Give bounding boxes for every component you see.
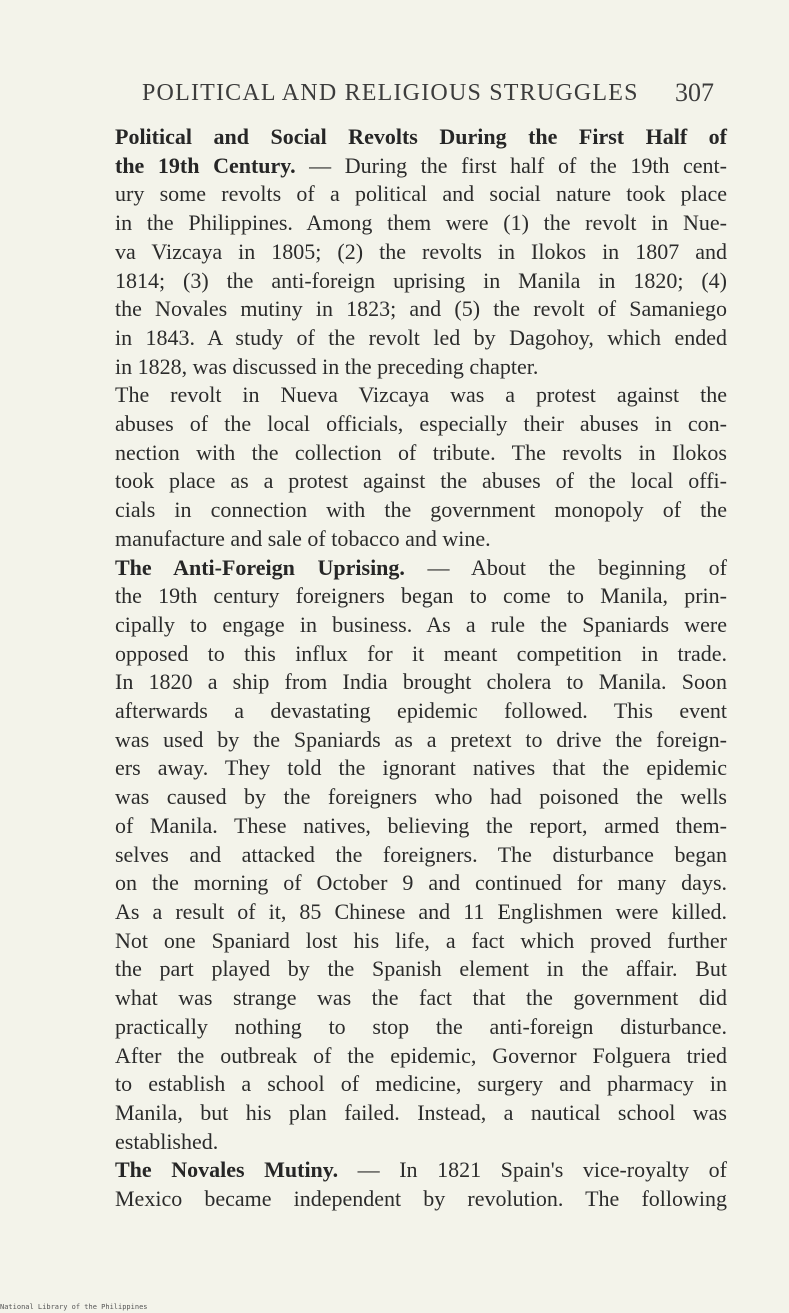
text-line: was caused by the foreigners who had poisoned the wells [115, 784, 727, 810]
text-line: what was strange was the fact that the government did [115, 985, 727, 1011]
text-line: The Novales Mutiny. — In 1821 Spain's vice-royalty of [115, 1157, 727, 1183]
text-line: afterwards a devastating epidemic followed. This event [115, 698, 727, 724]
text-line: Not one Spaniard lost his life, a fact which proved further [115, 927, 727, 953]
section-heading: The Anti-Foreign Uprising. [115, 554, 405, 580]
text-line: the part played by the Spanish element in the affair. But [115, 956, 727, 982]
text-line: cipally to engage in business. As a rule the Spaniards were [115, 611, 727, 637]
text-line: va Vizcaya in 1805; (2) the revolts in Ilokos in 1807 and [115, 238, 727, 264]
text-line: practically nothing to stop the anti-foreign disturbance. [115, 1013, 727, 1039]
text-line: Manila, but his plan failed. Instead, a nautical school was [115, 1099, 727, 1125]
text-line: In 1820 a ship from India brought cholera to Manila. Soon [115, 669, 727, 695]
text-line: manufacture and sale of tobacco and wine. [115, 525, 491, 551]
text-line: ers away. They told the ignorant natives that the epidemic [115, 755, 727, 781]
body-text [79, 123, 727, 1214]
text-line: After the outbreak of the epidemic, Governor Folguera tried [115, 1042, 727, 1068]
text-line: As a result of it, 85 Chinese and 11 Englishmen were killed. [115, 898, 727, 924]
section-heading: the 19th Century. [115, 152, 296, 178]
text-line: ury some revolts of a political and social nature took place [115, 181, 727, 207]
text-line: opposed to this influx for it meant competition in trade. [115, 640, 727, 666]
section-heading: The Novales Mutiny. [115, 1157, 339, 1183]
text-line: nection with the collection of tribute. The revolts in Ilokos [115, 439, 727, 465]
text-line: Mexico became independent by revolution. The following [115, 1186, 727, 1212]
running-head [142, 78, 714, 112]
text-line: in 1843. A study of the revolt led by Dagohoy, which ended [115, 324, 727, 350]
text-line: in the Philippines. Among them were (1) the revolt in Nue- [115, 210, 727, 236]
text-line: The revolt in Nueva Vizcaya was a protest against the [115, 382, 727, 408]
text-line: was used by the Spaniards as a pretext to drive the foreign- [115, 726, 727, 752]
text-line: took place as a protest against the abuses of the local offi- [115, 468, 727, 494]
text-line: cials in connection with the government monopoly of the [115, 497, 727, 523]
text-line: the 19th Century. — During the first half of the 19th cent- [115, 152, 727, 178]
text-line: on the morning of October 9 and continued for many days. [115, 870, 727, 896]
text-line: abuses of the local officials, especially their abuses in con- [115, 411, 727, 437]
page-number: 307 [675, 78, 714, 107]
text-line: The Anti-Foreign Uprising. — About the beginning of [115, 554, 727, 580]
running-title: POLITICAL AND RELIGIOUS STRUGGLES [142, 80, 639, 106]
text-line: selves and attacked the foreigners. The disturbance began [115, 841, 727, 867]
text-line: established. [115, 1128, 219, 1154]
section-heading: Political and Social Revolts During the First Half of [115, 124, 727, 149]
library-stamp: National Library of the Philippines [0, 1303, 148, 1311]
text-line: in 1828, was discussed in the preceding chapter. [115, 353, 539, 379]
text-line: to establish a school of medicine, surgery and pharmacy in [115, 1071, 727, 1097]
text-line: the 19th century foreigners began to come to Manila, prin- [115, 583, 727, 609]
paragraph-anti-foreign-uprising [79, 554, 727, 1157]
paragraph-political-social-revolts [79, 123, 727, 381]
text-line: 1814; (3) the anti-foreign uprising in Manila in 1820; (4) [115, 267, 727, 293]
paragraph-novales-mutiny [79, 1156, 727, 1213]
paragraph-nueva-vizcaya [79, 381, 727, 553]
text-line: the Novales mutiny in 1823; and (5) the revolt of Samaniego [115, 296, 727, 322]
text-line [79, 123, 727, 152]
text-line: of Manila. These natives, believing the report, armed them- [115, 812, 727, 838]
